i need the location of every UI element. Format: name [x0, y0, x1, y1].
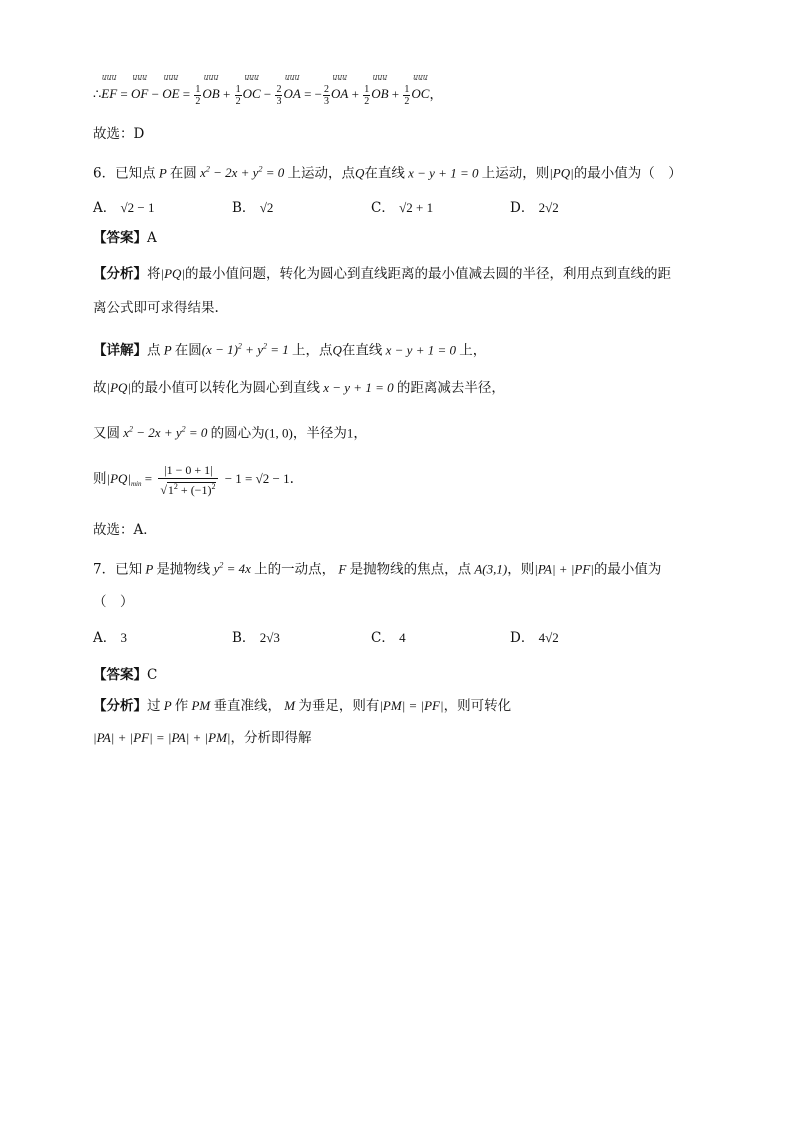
q7-options: [93, 628, 693, 648]
q6-detail-1: 【详解】点 P 在圆$(x - 1)^2 + y^2 = 1$ 上，点Q在直线 x − y + 1 = 0 上，: [93, 342, 487, 359]
detail-tag: 【详解】: [93, 342, 147, 359]
q6-option-d: D． 2√2: [510, 200, 559, 216]
q6-number: 6．: [93, 165, 116, 182]
q6-conclusion: 故选：A．: [93, 522, 157, 538]
vector-formula-line: ∴ԱԱԱ EF = ԱԱԱ OF − ԱԱԱ OE = $\frac{1}{2}$ ԱԱԱ OB + $\frac{1}{2}$ ԱԱԱ OC − $\frac{2}{3}$ ԱԱԱ OA = − $\frac{2}{3}$ ԱԱԱ OA + $\frac{1}{2}$ ԱԱԱ OB + $\frac{1}{2}$ ԱԱԱ OC，: [93, 84, 442, 107]
q7-option-d: D． 4√2: [510, 630, 559, 646]
q6-detail-3: 又圆 $x^2 - 2x + y^2 = 0$ 的圆心为(1, 0)，半径为1，: [93, 425, 367, 442]
q6-option-a: A． √2 − 1: [93, 200, 155, 216]
q6-analysis-cont: 离公式即可求得结果.: [93, 300, 219, 316]
prev-conclusion: 故选：D: [93, 126, 145, 142]
q6-options: [93, 198, 693, 218]
q7-option-c: C． 4: [371, 630, 406, 646]
q6-option-b: B． √2: [232, 200, 274, 216]
q6-option-c: C． √2 + 1: [371, 200, 434, 216]
q7-analysis: 【分析】过 P 作 PM 垂直准线， M 为垂足，则有|PM| = |PF|，则可转化: [93, 698, 512, 714]
therefore-symbol: ∴: [93, 86, 102, 102]
q7-stem: 7．已知 P 是抛物线 $y^2 = 4x$ 上的一动点， F 是抛物线的焦点，点 A(3,1)，则|PA| + |PF|的最小值为: [93, 561, 662, 578]
q6-answer: 【答案】A: [93, 230, 157, 246]
answer-tag: 【答案】: [93, 230, 147, 246]
q6-stem: 6．已知点 P 在圆 $x^2 - 2x + y^2 = 0$ 上运动，点Q在直线 x − y + 1 = 0 上运动，则|PQ|的最小值为（ ）: [93, 165, 682, 182]
q6-detail-2: 故|PQ|的最小值可以转化为圆心到直线 x − y + 1 = 0 的距离减去半径，: [93, 380, 505, 396]
q7-number: 7．: [93, 561, 116, 578]
analysis-tag: 【分析】: [93, 698, 147, 714]
q7-answer: 【答案】C: [93, 667, 158, 683]
q7-option-b: B． 2√3: [232, 630, 280, 646]
q7-option-a: A． 3: [93, 630, 128, 646]
answer-tag: 【答案】: [93, 667, 147, 683]
q6-detail-4: 则$|PQ|_{min}$ = $\frac{|1 - 0 + 1|}{√1^2 + (-1)^2}$ − 1 = √2 − 1.: [93, 462, 294, 497]
analysis-tag: 【分析】: [93, 266, 147, 282]
q6-analysis: 【分析】将|PQ|的最小值问题，转化为圆心到直线距离的最小值减去圆的半径，利用点到直线的距: [93, 266, 671, 282]
q7-blank: （ ）: [93, 594, 134, 610]
q7-analysis-cont: |PA| + |PF| = |PA| + |PM|，分析即得解: [93, 730, 312, 746]
